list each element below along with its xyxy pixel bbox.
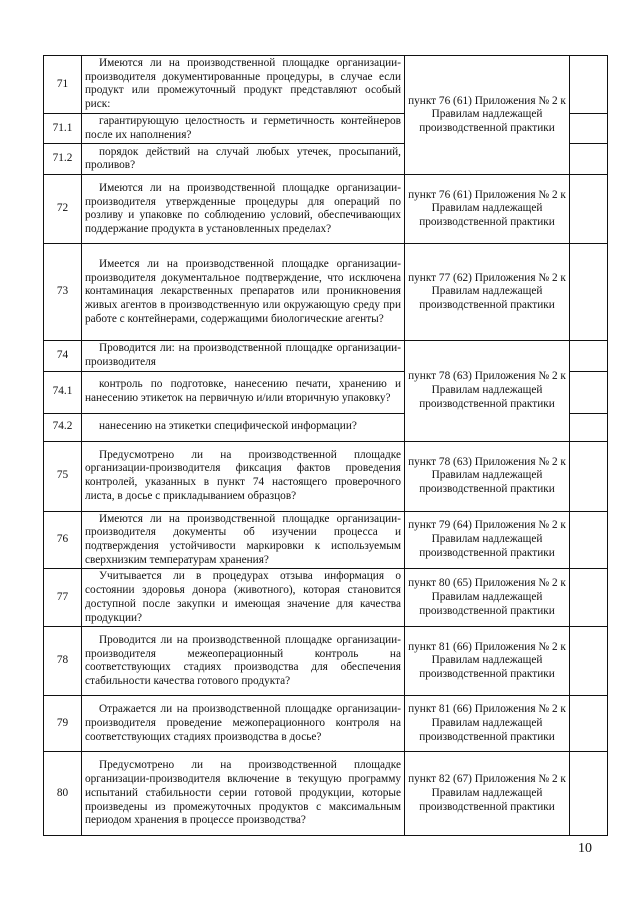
question-text: Имеется ли на производственной площадке организации-производителя документальное подтверждение, что исключена контаминация лекарственных препаратов или проникновения живых агентов в производственную или окружающую среду при работе с контейнерами, содержащими биологические агенты? [82, 244, 405, 341]
question-text: Имеются ли на производственной площадке организации-производителя документы об изучении процесса и подтверждения устойчивости маркировки к используемым сверхнизким температурам хранения? [82, 511, 405, 569]
table-row [44, 511, 608, 569]
table-row [44, 56, 608, 114]
answer-cell[interactable] [570, 569, 608, 627]
question-text: Имеются ли на производственной площадке организации-производителя документированные процедуры, в случае если продукт или промежуточный продукт представляют особый риск: [82, 56, 405, 114]
table-row [44, 696, 608, 752]
page-number: 10 [578, 841, 592, 856]
answer-cell[interactable] [570, 341, 608, 371]
question-text: порядок действий на случай любых утечек, просыпаний, проливов? [82, 144, 405, 175]
question-text: Предусмотрено ли на производственной площадке организации-производителя фиксация фактов проведения контролей, указанных в пункт 74 настоящего проверочного листа, в досье с прикладыванием образцов? [82, 441, 405, 511]
question-text: Проводится ли на производственной площадке организации-производителя межеоперационный контроль на соответствующих стадиях производства для обеспечения стабильности качества готового продукта? [82, 627, 405, 696]
table-row [44, 627, 608, 696]
answer-cell[interactable] [570, 627, 608, 696]
item-number: 73 [44, 244, 82, 341]
regulation-reference: пункт 78 (63) Приложения № 2 к Правилам надлежащей производственной практики [405, 441, 570, 511]
item-number: 71 [44, 56, 82, 114]
question-text: Предусмотрено ли на производственной площадке организации-производителя включение в текущую программу испытаний стабильности серии готовой продукции, которые произведены из промежуточных продуктов с максимальным периодом хранения в процессе производства? [82, 752, 405, 836]
item-number: 80 [44, 752, 82, 836]
item-number: 74.1 [44, 371, 82, 413]
question-text: Имеются ли на производственной площадке организации-производителя утвержденные процедуры для операций по розливу и упаковке по соблюдению условий, обеспечивающих поддержание продукта в установленных пределах? [82, 175, 405, 244]
question-text: Учитывается ли в процедурах отзыва информация о состоянии здоровья донора (животного), которая становится доступной после закупки и имеющая значение для качества продукции? [82, 569, 405, 627]
table-row [44, 752, 608, 836]
regulation-reference: пункт 78 (63) Приложения № 2 к Правилам надлежащей производственной практики [405, 341, 570, 441]
table-row [44, 175, 608, 244]
item-number: 71.2 [44, 144, 82, 175]
answer-cell[interactable] [570, 441, 608, 511]
regulation-reference: пункт 81 (66) Приложения № 2 к Правилам надлежащей производственной практики [405, 627, 570, 696]
item-number: 77 [44, 569, 82, 627]
question-text: контроль по подготовке, нанесению печати, хранению и нанесению этикеток на первичную и/или вторичную упаковку? [82, 371, 405, 413]
item-number: 71.1 [44, 113, 82, 143]
answer-cell[interactable] [570, 113, 608, 143]
answer-cell[interactable] [570, 244, 608, 341]
answer-cell[interactable] [570, 371, 608, 413]
question-text: гарантирующую целостность и герметичность контейнеров после их наполнения? [82, 113, 405, 143]
question-text: нанесению на этикетки специфической информации? [82, 413, 405, 441]
regulation-reference: пункт 79 (64) Приложения № 2 к Правилам надлежащей производственной практики [405, 511, 570, 569]
answer-cell[interactable] [570, 511, 608, 569]
regulation-reference: пункт 76 (61) Приложения № 2 к Правилам надлежащей производственной практики [405, 56, 570, 175]
item-number: 74 [44, 341, 82, 371]
item-number: 79 [44, 696, 82, 752]
answer-cell[interactable] [570, 696, 608, 752]
question-text: Отражается ли на производственной площадке организации-производителя проведение межоперационного контроля на соответствующих стадиях производства в досье? [82, 696, 405, 752]
question-text: Проводится ли: на производственной площадке организации-производителя [82, 341, 405, 371]
item-number: 74.2 [44, 413, 82, 441]
regulation-reference: пункт 80 (65) Приложения № 2 к Правилам надлежащей производственной практики [405, 569, 570, 627]
regulation-reference: пункт 81 (66) Приложения № 2 к Правилам надлежащей производственной практики [405, 696, 570, 752]
regulation-reference: пункт 82 (67) Приложения № 2 к Правилам надлежащей производственной практики [405, 752, 570, 836]
answer-cell[interactable] [570, 175, 608, 244]
answer-cell[interactable] [570, 752, 608, 836]
item-number: 78 [44, 627, 82, 696]
regulation-reference: пункт 77 (62) Приложения № 2 к Правилам надлежащей производственной практики [405, 244, 570, 341]
regulation-reference: пункт 76 (61) Приложения № 2 к Правилам надлежащей производственной практики [405, 175, 570, 244]
answer-cell[interactable] [570, 56, 608, 114]
answer-cell[interactable] [570, 144, 608, 175]
table-row [44, 341, 608, 371]
table-row [44, 244, 608, 341]
item-number: 76 [44, 511, 82, 569]
answer-cell[interactable] [570, 413, 608, 441]
checklist-table [43, 55, 608, 836]
table-row [44, 441, 608, 511]
table-row [44, 569, 608, 627]
item-number: 72 [44, 175, 82, 244]
item-number: 75 [44, 441, 82, 511]
